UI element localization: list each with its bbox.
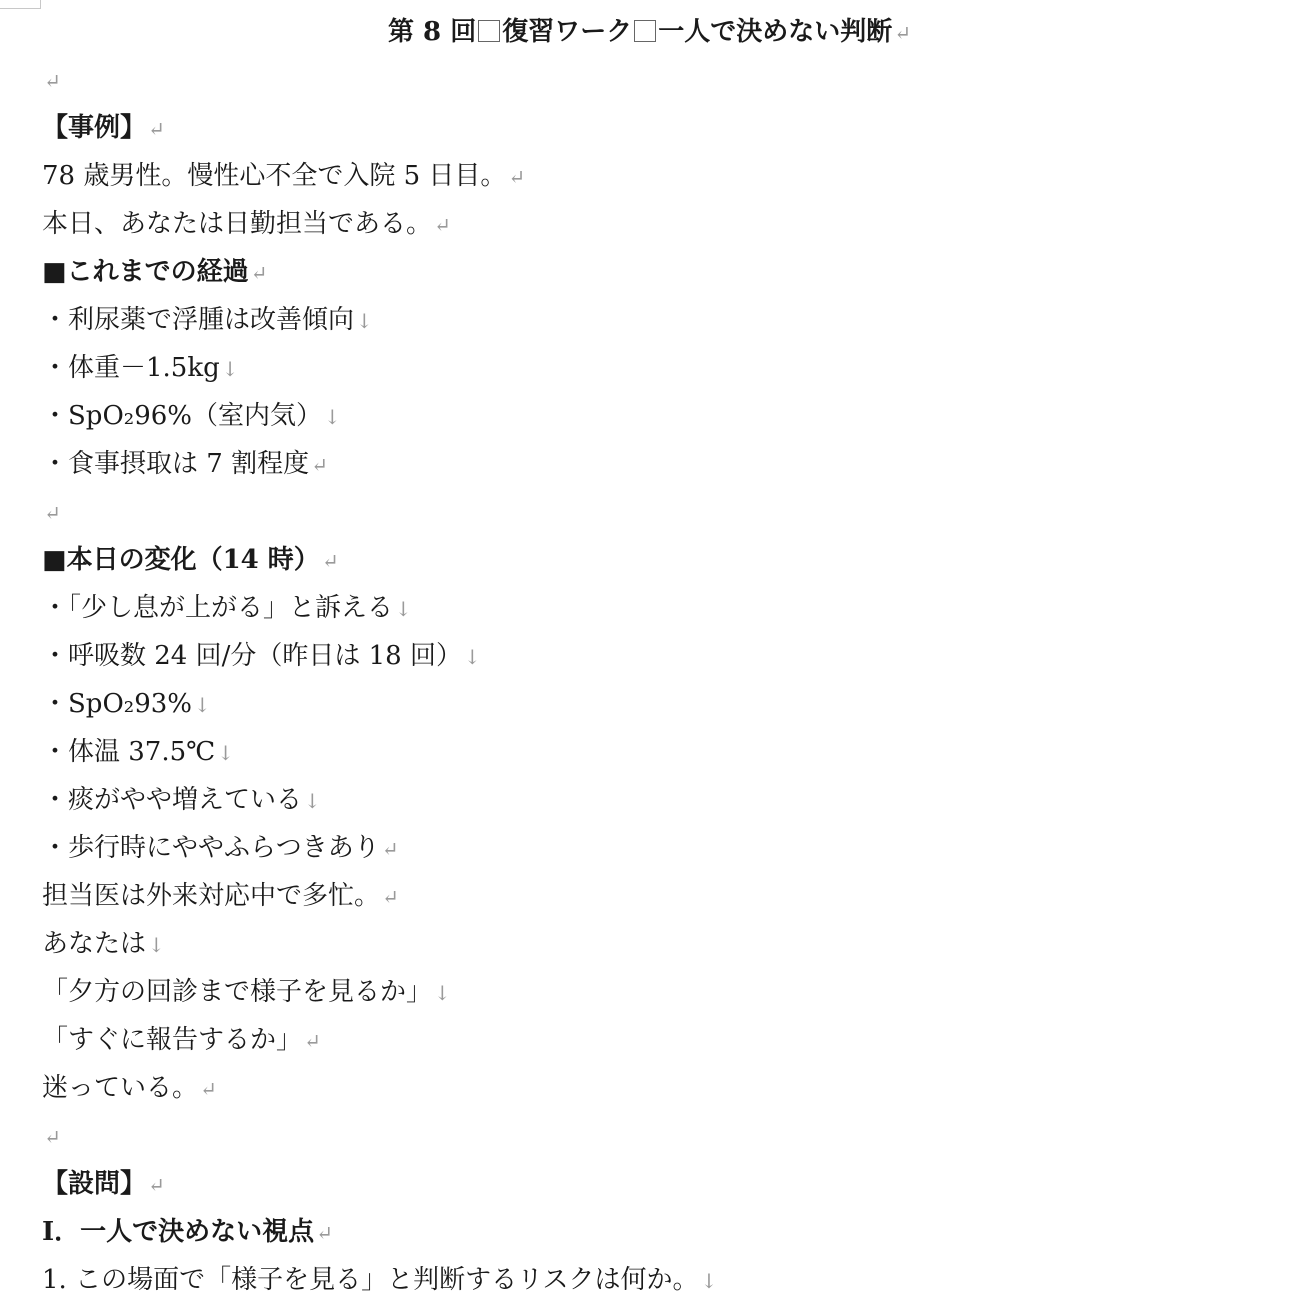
document-line [42, 497, 61, 528]
line-text: 「すぐに報告するか」 [42, 1025, 303, 1055]
document-line [42, 833, 399, 864]
paragraph-mark: ↵ [316, 1221, 333, 1245]
paragraph-mark: ↵ [382, 885, 399, 909]
document-line [42, 257, 267, 288]
title-part-1: 第 8 回 [388, 17, 477, 47]
line-break-mark: ↓ [221, 357, 239, 381]
paragraph-mark: ↵ [304, 1029, 321, 1053]
line-break-mark: ↓ [193, 693, 211, 717]
paragraph-mark: ↵ [44, 69, 61, 93]
document-line [42, 593, 412, 624]
line-text: ■これまでの経過 [42, 257, 249, 287]
line-text: あなたは [42, 929, 147, 959]
line-text: ・SpO₂96%（室内気） [42, 401, 322, 431]
line-text: 本日、あなたは日勤担当である。 [42, 209, 433, 239]
document-line [42, 449, 328, 480]
line-text: ・体温 37.5℃ [42, 737, 216, 767]
line-text: ・利尿薬で浮腫は改善傾向 [42, 305, 355, 335]
document-line [42, 785, 321, 816]
line-break-mark: ↓ [304, 789, 321, 813]
line-text: 【設問】 [42, 1169, 147, 1199]
document-line [42, 977, 451, 1008]
paragraph-mark: ↵ [894, 21, 911, 45]
document-line [42, 353, 239, 384]
paragraph-mark: ↵ [508, 165, 526, 189]
document-line [42, 881, 399, 912]
document-title [0, 17, 1299, 48]
line-text: 78 歳男性。慢性心不全で入院 5 日目。 [42, 161, 507, 191]
title-part-2: 復習ワーク [502, 17, 633, 47]
line-text: ■本日の変化（14 時） [42, 545, 320, 575]
paragraph-mark: ↵ [148, 117, 165, 141]
line-break-mark: ↓ [464, 645, 481, 669]
document-line [42, 689, 211, 720]
line-text: Ⅰ．一人で決めない視点 [42, 1217, 315, 1247]
document-line [42, 161, 525, 192]
line-break-mark: ↓ [217, 741, 235, 765]
paragraph-mark: ↵ [434, 213, 451, 237]
paragraph-mark: ↵ [250, 261, 268, 285]
document-line [42, 1025, 321, 1056]
document-line [42, 641, 481, 672]
paragraph-mark: ↵ [200, 1077, 217, 1101]
document-line [42, 1121, 61, 1152]
line-text: ・呼吸数 24 回/分（昨日は 18 回） [42, 641, 462, 671]
line-text: 担当医は外来対応中で多忙。 [42, 881, 381, 911]
document-line [42, 401, 341, 432]
document-line [42, 305, 373, 336]
line-text: ・体重－1.5kg [42, 353, 220, 383]
paragraph-mark: ↵ [311, 453, 328, 477]
line-text: 「夕方の回診まで様子を見るか」 [42, 977, 433, 1007]
paragraph-mark: ↵ [44, 1125, 61, 1149]
line-break-mark: ↓ [356, 309, 373, 333]
document-line [42, 1073, 217, 1104]
line-text: ・歩行時にややふらつきあり [42, 833, 380, 863]
paragraph-mark: ↵ [321, 549, 339, 573]
paragraph-mark: ↵ [44, 501, 61, 525]
line-text: ・「少し息が上がる」と訴える [42, 593, 394, 623]
line-text: 【事例】 [42, 113, 147, 143]
page-corner-mark [0, 0, 41, 9]
placeholder-box-icon [634, 20, 656, 42]
line-text: ・痰がやや増えている [42, 785, 303, 815]
line-text: 迷っている。 [42, 1073, 199, 1103]
document-line [42, 545, 339, 576]
placeholder-box-icon [478, 20, 500, 42]
document-line [42, 113, 165, 144]
line-break-mark: ↓ [323, 405, 341, 429]
document-line [42, 1217, 333, 1248]
document-line [42, 737, 234, 768]
line-break-mark: ↓ [148, 933, 165, 957]
line-break-mark: ↓ [395, 597, 412, 621]
line-text: 1. この場面で「様子を見る」と判断するリスクは何か。 [42, 1265, 699, 1295]
document-line [42, 209, 451, 240]
line-break-mark: ↓ [700, 1269, 718, 1293]
line-text: ・食事摂取は 7 割程度 [42, 449, 310, 479]
paragraph-mark: ↵ [381, 837, 399, 861]
document-line [42, 1265, 717, 1296]
line-text: ・SpO₂93% [42, 689, 192, 719]
title-part-3: 一人で決めない判断 [658, 17, 893, 47]
line-break-mark: ↓ [434, 981, 451, 1005]
document-line [42, 65, 61, 96]
document-line [42, 1169, 165, 1200]
paragraph-mark: ↵ [148, 1173, 165, 1197]
document-line [42, 929, 165, 960]
